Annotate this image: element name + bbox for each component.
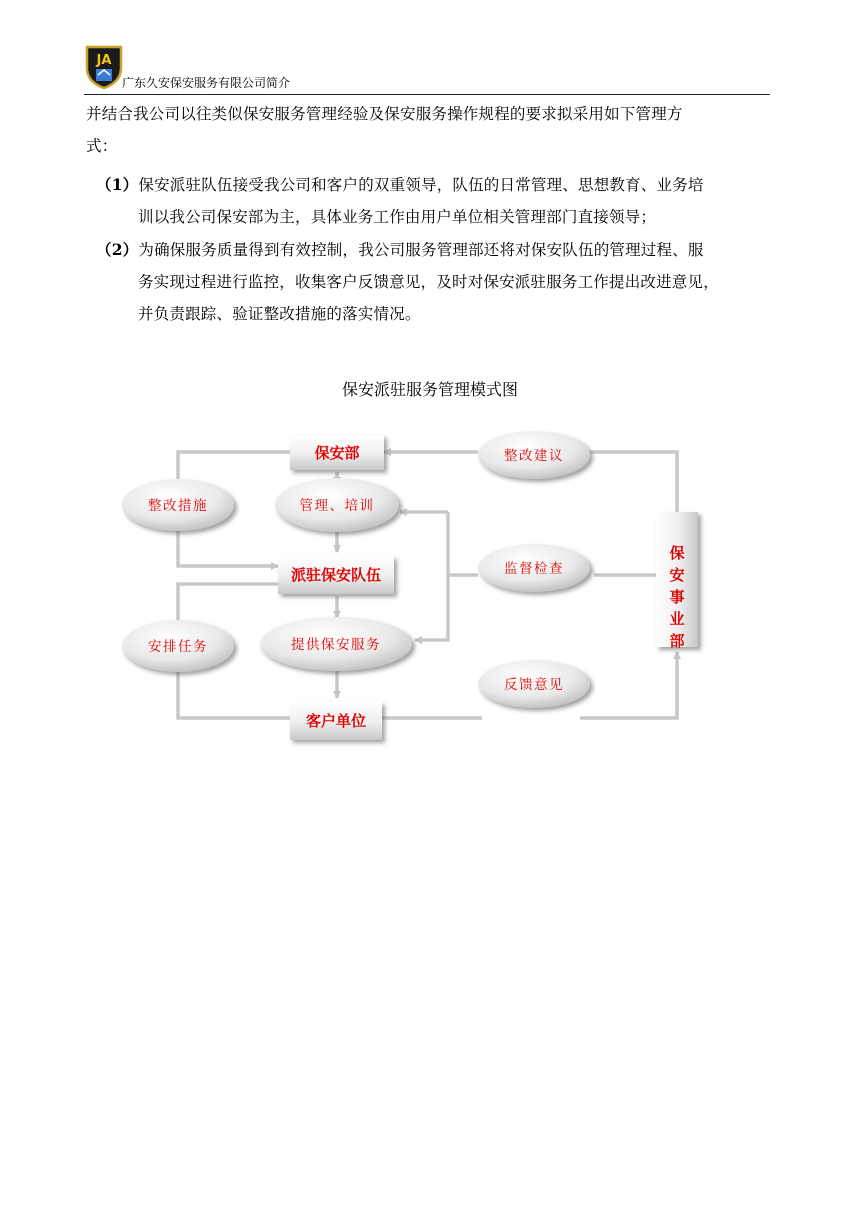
ellipse-rectification-advice: [478, 431, 590, 479]
box-security-dept-label: 保安部: [314, 444, 360, 462]
item-1-text: 保安派驻队伍接受我公司和客户的双重领导，队伍的日常管理、思想教育、业务培: [138, 176, 704, 194]
box-security-dept: [290, 435, 384, 470]
box-business-dept-char-5: 部: [669, 632, 685, 650]
connector-advice-to-business: [590, 452, 677, 512]
ellipse-management-training-label: 管理、培训: [299, 498, 375, 514]
intro-line-2: 式：: [86, 137, 118, 155]
ellipse-supervision-inspection-label: 监督检查: [504, 561, 564, 577]
box-client-unit: [290, 702, 382, 740]
box-business-dept-char-2: 安: [669, 566, 685, 584]
ellipse-supervision-inspection: [478, 544, 590, 592]
logo-lettering: JA: [96, 53, 112, 68]
connector-assign-to-client: [178, 668, 290, 718]
ellipse-provide-service: [260, 617, 412, 671]
ellipse-rectification-advice-label: 整改建议: [504, 448, 564, 464]
ellipse-assign-tasks: [122, 620, 234, 672]
ellipse-feedback-label: 反馈意见: [504, 677, 564, 693]
connector-feedback-to-business: [580, 652, 677, 718]
intro-line-1: 并结合我公司以往类似保安服务管理经验及保安服务操作规程的要求拟采用如下管理方: [86, 105, 683, 123]
box-business-dept: [656, 512, 698, 650]
box-business-dept-char-4: 业: [669, 610, 685, 628]
box-dispatched-team-label: 派驻保安队伍: [290, 566, 382, 584]
box-dispatched-team: [278, 556, 394, 594]
ellipse-rectification-measures-label: 整改措施: [148, 498, 208, 514]
ellipse-feedback: [478, 660, 590, 708]
box-business-dept-char-3: 事: [669, 588, 685, 606]
company-name: 广东久安保安服务有限公司简介: [122, 76, 291, 90]
ellipse-assign-tasks-label: 安排任务: [148, 639, 208, 655]
item-2-line-2: 务实现过程进行监控，收集客户反馈意见，及时对保安派驻服务工作提出改进意见，: [138, 273, 719, 291]
item-2-line-3: 并负责跟踪、验证整改措施的落实情况。: [138, 305, 421, 323]
item-2-number: （2）: [96, 240, 139, 259]
connector-trunk-to-service: [415, 512, 448, 640]
connector-lines: [178, 452, 677, 718]
item-1-line-2: 训以我公司保安部为主，具体业务工作由用户单位相关管理部门直接领导；: [138, 208, 657, 226]
box-business-dept-char-1: 保: [669, 544, 685, 562]
ellipse-rectification-measures: [122, 479, 234, 531]
item-2-text: 为确保服务质量得到有效控制，我公司服务管理部还将对保安队伍的管理过程、服: [138, 241, 704, 259]
diagram-title: 保安派驻服务管理模式图: [341, 380, 518, 399]
connector-measures-to-team: [178, 530, 278, 566]
ellipse-provide-service-label: 提供保安服务: [291, 637, 381, 653]
ellipse-management-training: [275, 478, 399, 532]
box-client-unit-label: 客户单位: [305, 712, 367, 730]
connector-security-to-measures: [178, 452, 290, 484]
item-1-number: （1）: [96, 175, 139, 194]
